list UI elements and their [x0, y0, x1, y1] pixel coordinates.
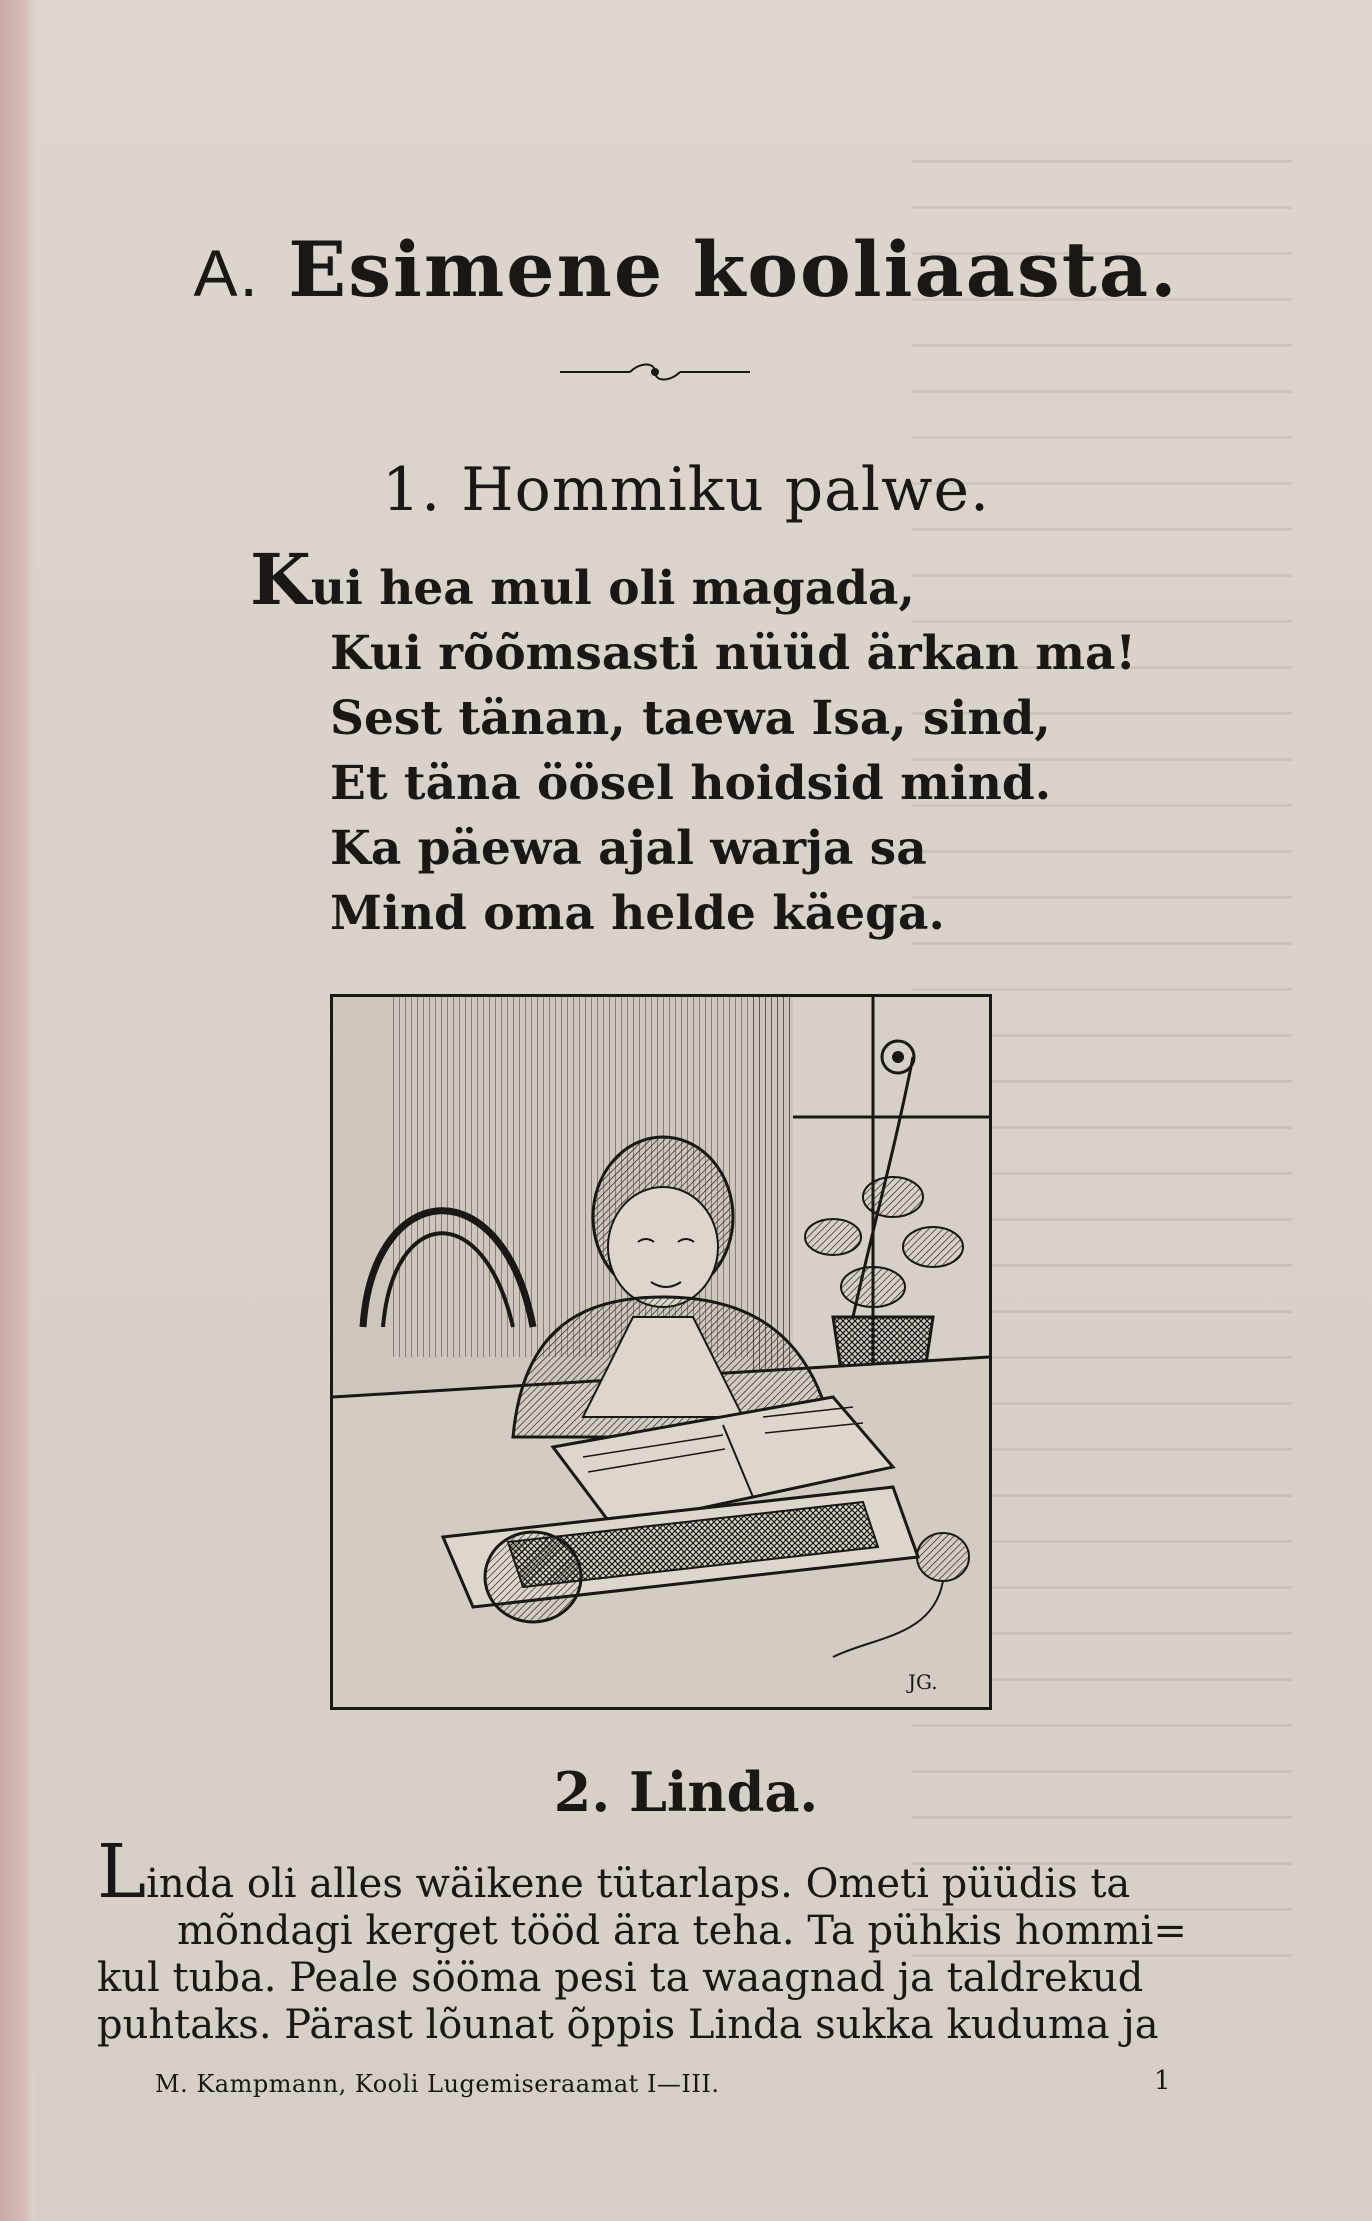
book-gutter — [0, 0, 34, 2221]
section-letter: A. — [193, 236, 260, 310]
story-line: puhtaks. Pärast lõunat õppis Linda sukka kuduma ja — [97, 2002, 1159, 2048]
illustration-signature: JG. — [908, 1670, 938, 1694]
footer-source: M. Kampmann, Kooli Lugemiseraamat I—III. — [155, 2070, 720, 2098]
story-line — [97, 1829, 1217, 1915]
poem-line — [250, 538, 1136, 621]
poem-line: Mind oma helde käega. — [330, 886, 945, 941]
page-number: 1 — [1154, 2066, 1171, 2096]
section-title: Esimene kooliaasta. — [288, 225, 1179, 314]
poem-line: Ka päewa ajal warja sa — [330, 821, 927, 876]
story-line: mõndagi kerget tööd ära teha. Ta pühkis hommi= — [177, 1908, 1187, 1954]
girl-reading-illustration — [330, 994, 992, 1710]
poem-first-line: ui hea mul oli magada, — [310, 561, 915, 616]
story-line-text: inda oli alles wäikene tütarlaps. Ometi püüdis ta — [146, 1861, 1131, 1907]
poem-text — [250, 538, 1137, 946]
section-heading — [0, 225, 1372, 314]
story-title: 2. Linda. — [553, 1760, 819, 1824]
story-line: kul tuba. Peale sööma pesi ta waagnad ja taldrekud — [97, 1955, 1144, 2001]
poem-drop-cap: K — [250, 538, 311, 621]
illustration-drawing — [333, 997, 989, 1707]
poem-title: 1. Hommiku palwe. — [381, 455, 991, 525]
story-paragraph — [97, 1829, 1217, 2049]
decorative-ornament — [560, 360, 750, 384]
poem-line: Et täna öösel hoidsid mind. — [330, 756, 1052, 811]
poem-line: Kui rõõmsasti nüüd ärkan ma! — [330, 626, 1137, 681]
story-drop-cap: L — [97, 1829, 147, 1915]
poem-line: Sest tänan, taewa Isa, sind, — [330, 691, 1051, 746]
